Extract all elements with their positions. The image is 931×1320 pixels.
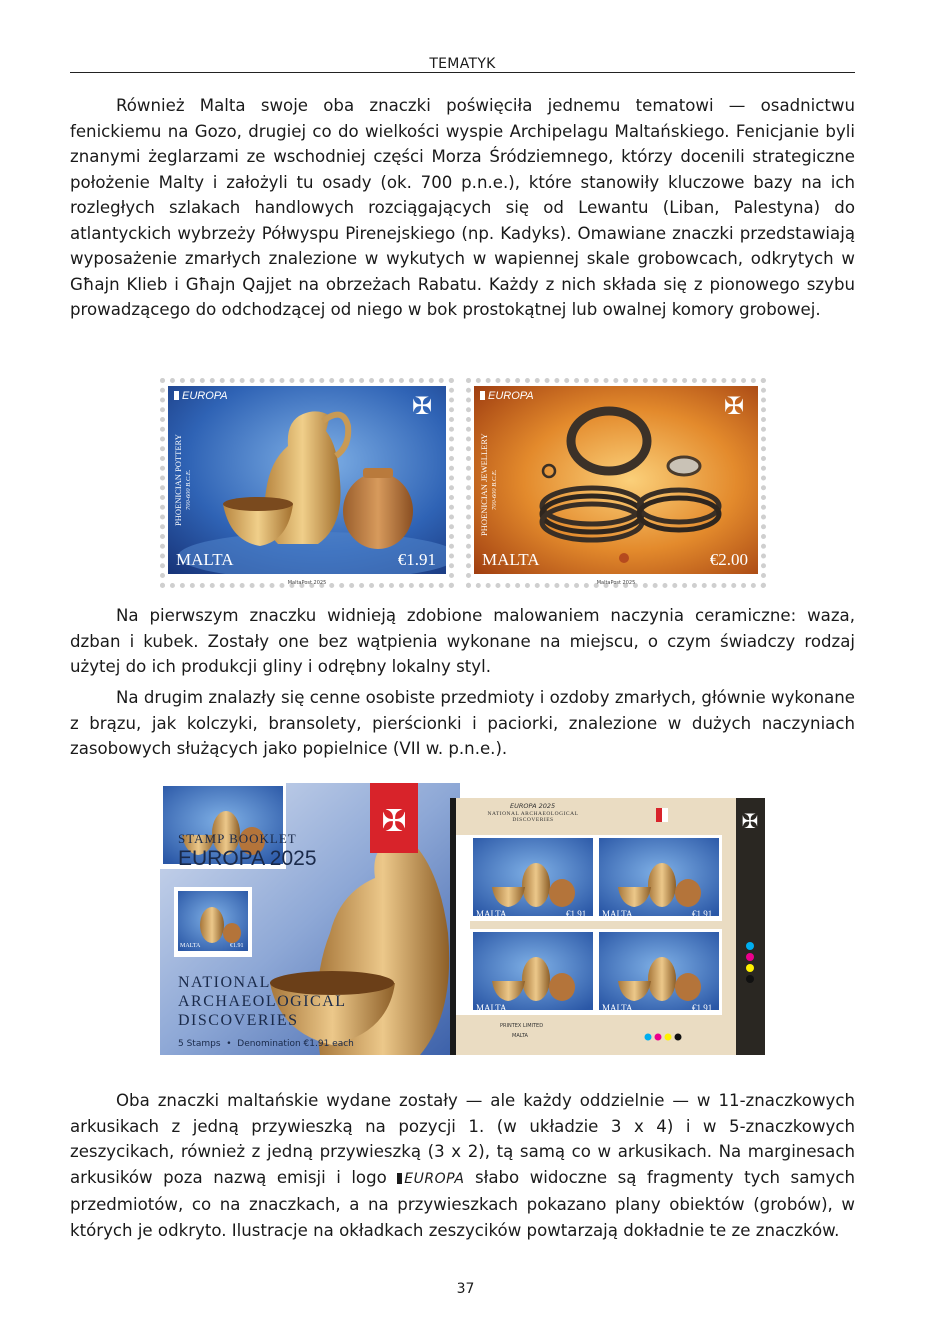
pane-stamp-value: €1.91 xyxy=(692,1003,713,1013)
paragraph-second-stamp-text: Na drugim znalazły się cenne osobiste przedmioty i ozdoby zmarłych, głównie wykonane z brązu, jak kolczyki, bransolety, pierścionki i paciorki, znalezione w dużych naczyniach zasobowych służących jako popielnice (VII w. p.n.e.). xyxy=(70,688,855,758)
stamp-imprint: MaltaPost 2025 xyxy=(287,580,327,586)
svg-text:✠: ✠ xyxy=(741,809,759,833)
pane-printer-city: MALTA xyxy=(512,1033,528,1039)
booklet-subtitle-line2: ARCHAEOLOGICAL xyxy=(178,993,347,1010)
stamp-jewellery-image xyxy=(474,386,758,574)
stamp-side-date: 700-600 B.C.E. xyxy=(185,469,192,510)
stamp-imprint: MaltaPost 2025 xyxy=(596,580,636,586)
paragraph-second-stamp xyxy=(70,685,855,762)
stamp-jewellery xyxy=(466,378,766,588)
paragraph-issue-details xyxy=(70,1088,855,1243)
stamp-pottery xyxy=(160,378,454,588)
europa-logo: EUROPA xyxy=(182,390,228,402)
stamp-country: MALTA xyxy=(176,550,234,569)
pane-stamp-country: MALTA xyxy=(476,909,507,919)
stamp-side-text: PHOENICIAN POTTERY xyxy=(173,434,183,526)
pane-stamp-country: MALTA xyxy=(476,1003,507,1013)
paragraph-first-stamp xyxy=(70,603,855,680)
paragraph-issue-text-a: Oba znaczki maltańskie wydane zostały — ale każdy oddzielnie — w 11-znaczkowych arkusikach z jedną przywieszką na pozycji 1. (w układzie 3 x 4) i w 5-znaczkowych zeszycikach, również z jedną przywieszką (3 x 2), tą samą co w arkusikach. Na marginesach arkusików poza nazwą emisji i logo xyxy=(70,1091,855,1187)
pane-title: NATIONAL ARCHAEOLOGICAL DISCOVERIES xyxy=(487,811,579,823)
stamp-pottery-image xyxy=(168,386,446,574)
booklet-footer-text: 5 Stamps • Denomination €1.91 each xyxy=(178,1039,354,1049)
svg-text:✠: ✠ xyxy=(381,804,407,839)
pane-stamp-value: €1.91 xyxy=(566,909,587,919)
europa-logo: EUROPA xyxy=(488,390,534,402)
europa-inline-logo xyxy=(397,1171,464,1187)
maltese-cross-icon: ✠ xyxy=(411,392,432,420)
paragraph-issue-text-b: słabo widoczne są fragmenty tych samych przedmiotów, co na znaczkach, a na przywieszkach pokazano plany obiektów (grobów), w których je odkryto. Ilustracje na okładkach zeszycików powtarzają dokładnie te ze znaczków. xyxy=(70,1167,855,1240)
mini-stamp-country: MALTA xyxy=(180,943,201,949)
paragraph-intro-text: Również Malta swoje oba znaczki poświęciła jednemu tematowi — osadnictwu fenickiemu na Gozo, drugiej co do wielkości wyspie Archipelagu Maltańskiego. Fenicjanie byli znanymi żeglarzami ze wschodniej części Morza Śródziemnego, którzy docenili strategiczne położenie Malty i założyli tu osady (ok. 700 p.n.e.), które stanowiły kluczowe bazy na ich rozległych szlakach handlowych rozciągających się od Lewantu (Liban, Palestyna) do atlantyckich wybrzeży Półwyspu Pirenejskiego (np. Kadyks). Omawiane znaczki przedstawiają wyposażenie zmarłych znalezione w wykutych w wapiennej skale grobowcach, odkrytych w Għajn Klieb i Għajn Qajjet na obrzeżach Rabatu. Każdy z nich składa się z pionowego szybu prowadzącego do odchodzącej od niego w bok prostokątnej lub owalnej komory grobowej. xyxy=(70,96,855,319)
stamp-side-date: 700-600 B.C.E. xyxy=(491,469,498,510)
stamp-country: MALTA xyxy=(482,550,540,569)
booklet-subtitle-line3: DISCOVERIES xyxy=(178,1012,299,1029)
stamp-pottery-overlay xyxy=(168,386,446,574)
stamp-side-text: PHOENICIAN JEWELLERY xyxy=(479,433,489,536)
running-header: TEMATYK xyxy=(429,56,496,72)
page-number: 37 xyxy=(456,1281,475,1297)
paragraph-first-stamp-text: Na pierwszym znaczku widnieją zdobione malowaniem naczynia ceramiczne: waza, dzban i kubek. Zostały one bez wątpienia wykonane na miejscu, o czym świadczy rodzaj użytej do ich produkcji gliny i odrębny lokalny styl. xyxy=(70,606,855,676)
pane-stamp-country: MALTA xyxy=(602,1003,633,1013)
stamp-value: €2.00 xyxy=(709,550,748,569)
stamp-value: €1.91 xyxy=(397,550,436,569)
booklet-subtitle-line1: NATIONAL xyxy=(178,974,271,991)
europa-inline-logo-text: EUROPA xyxy=(404,1170,465,1187)
pane-printer: PRINTEX LIMITED xyxy=(500,1023,544,1029)
pane-stamp-value: €1.91 xyxy=(692,909,713,919)
pane-europa: EUROPA 2025 xyxy=(510,802,556,810)
booklet-image xyxy=(160,783,765,1055)
paragraph-intro xyxy=(70,93,855,323)
booklet-big-title: EUROPA 2025 xyxy=(178,847,317,870)
pane-stamp-country: MALTA xyxy=(602,909,633,919)
booklet-subtitle xyxy=(178,973,347,1030)
maltese-cross-icon: ✠ xyxy=(723,392,744,420)
booklet-small-title: STAMP BOOKLET xyxy=(178,831,297,846)
header-rule xyxy=(70,72,855,73)
mini-stamp-value: €1.91 xyxy=(230,943,244,949)
stamp-jewellery-overlay xyxy=(474,386,758,574)
